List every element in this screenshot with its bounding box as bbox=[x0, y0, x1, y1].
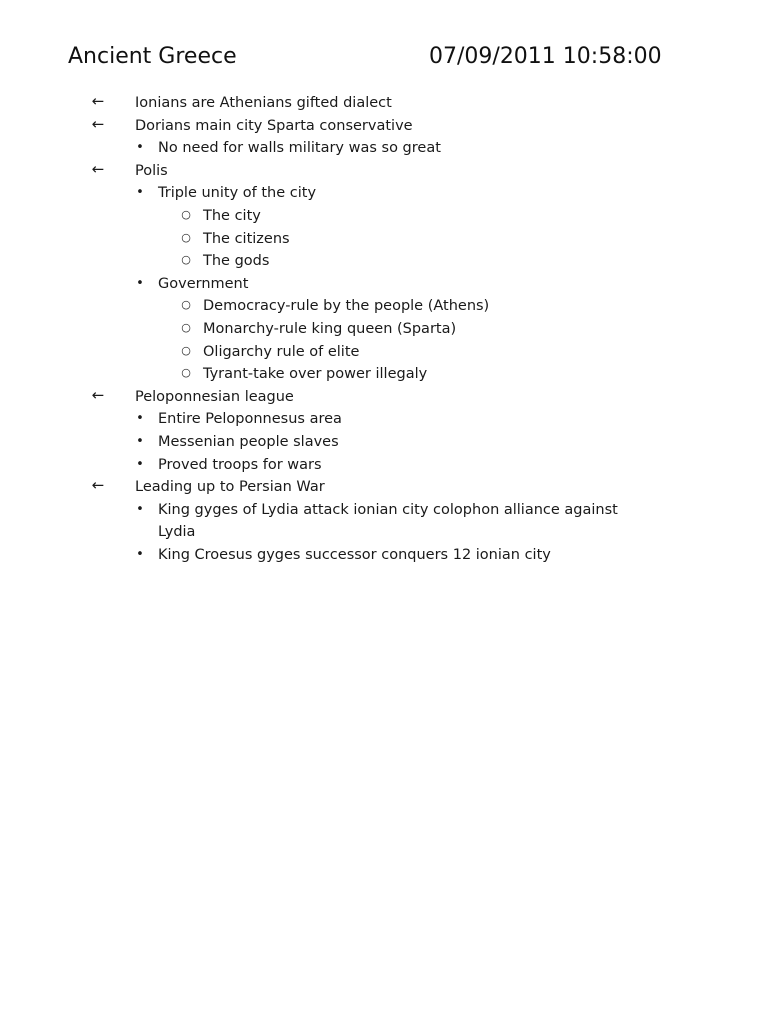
outline-item-text: Polis bbox=[135, 162, 168, 179]
outline-subitem-text: King gyges of Lydia attack ionian city colophon alliance against Lydia bbox=[158, 501, 618, 541]
arrow-left-icon: ← bbox=[91, 476, 105, 495]
outline-subitem bbox=[0, 454, 768, 477]
arrow-left-icon: ← bbox=[91, 385, 105, 404]
outline-subsubitem-text: Tyrant-take over power illegaly bbox=[203, 366, 428, 383]
bullet-icon: • bbox=[136, 433, 144, 449]
outline-subitem bbox=[0, 499, 768, 544]
page-header bbox=[68, 44, 688, 76]
hollow-circle-bullet-icon: ○ bbox=[181, 207, 191, 221]
outline-subitem-text: Proved troops for wars bbox=[158, 456, 322, 473]
outline-subitem-text: Triple unity of the city bbox=[158, 185, 317, 202]
bullet-icon: • bbox=[136, 140, 144, 156]
outline-item bbox=[0, 160, 768, 183]
outline-subitem-text: Government bbox=[158, 275, 249, 292]
outline-item-text: Dorians main city Sparta conservative bbox=[135, 117, 413, 134]
outline-subsubitem bbox=[0, 250, 768, 273]
bullet-icon: • bbox=[136, 411, 144, 427]
outline-item bbox=[0, 92, 768, 115]
outline-subitem-text: Messenian people slaves bbox=[158, 433, 339, 450]
outline-item bbox=[0, 476, 768, 499]
outline-subsubitem-text: The citizens bbox=[203, 230, 290, 247]
arrow-left-icon: ← bbox=[91, 92, 105, 110]
hollow-circle-bullet-icon: ○ bbox=[181, 253, 191, 267]
outline-item bbox=[0, 386, 768, 409]
arrow-left-icon: ← bbox=[91, 159, 105, 178]
outline-subsubitem bbox=[0, 295, 768, 318]
bullet-icon: • bbox=[136, 185, 144, 201]
outline-subsubitem-text: The city bbox=[203, 207, 261, 224]
outline-subitem bbox=[0, 431, 768, 454]
outline-subsubitem-text: Monarchy-rule king queen (Sparta) bbox=[203, 320, 457, 337]
outline-subsubitem bbox=[0, 205, 768, 228]
outline-subsubitem bbox=[0, 363, 768, 386]
hollow-circle-bullet-icon: ○ bbox=[181, 343, 191, 357]
hollow-circle-bullet-icon: ○ bbox=[181, 320, 191, 334]
bullet-icon: • bbox=[136, 501, 144, 517]
outline-subitem bbox=[0, 182, 768, 205]
outline-subitem bbox=[0, 408, 768, 431]
outline-item-text: Leading up to Persian War bbox=[135, 479, 325, 496]
outline-subsubitem bbox=[0, 341, 768, 364]
hollow-circle-bullet-icon: ○ bbox=[181, 366, 191, 380]
outline-subsubitem-text: The gods bbox=[203, 253, 270, 270]
outline-subsubitem bbox=[0, 318, 768, 341]
bullet-icon: • bbox=[136, 275, 144, 291]
hollow-circle-bullet-icon: ○ bbox=[181, 298, 191, 312]
page-title: Ancient Greece bbox=[68, 44, 237, 69]
outline-subitem-text: King Croesus gyges successor conquers 12 ionian city bbox=[158, 546, 551, 563]
outline-item-text: Ionians are Athenians gifted dialect bbox=[135, 95, 392, 111]
outline-subsubitem-text: Democracy-rule by the people (Athens) bbox=[203, 298, 490, 315]
hollow-circle-bullet-icon: ○ bbox=[181, 230, 191, 244]
outline-item-text: Peloponnesian league bbox=[135, 388, 294, 405]
notes-outline bbox=[0, 92, 768, 566]
outline-subsubitem bbox=[0, 228, 768, 251]
outline-subitem-text: Entire Peloponnesus area bbox=[158, 411, 342, 428]
arrow-left-icon: ← bbox=[91, 114, 105, 133]
outline-subitem bbox=[0, 544, 768, 567]
outline-subitem bbox=[0, 137, 768, 160]
outline-subitem bbox=[0, 273, 768, 296]
outline-subitem-text: No need for walls military was so great bbox=[158, 140, 441, 157]
bullet-icon: • bbox=[136, 456, 144, 472]
date-time-stamp: 07/09/2011 10:58:00 bbox=[429, 44, 662, 69]
outline-item bbox=[0, 115, 768, 138]
bullet-icon: • bbox=[136, 546, 144, 562]
outline-subsubitem-text: Oligarchy rule of elite bbox=[203, 343, 360, 360]
